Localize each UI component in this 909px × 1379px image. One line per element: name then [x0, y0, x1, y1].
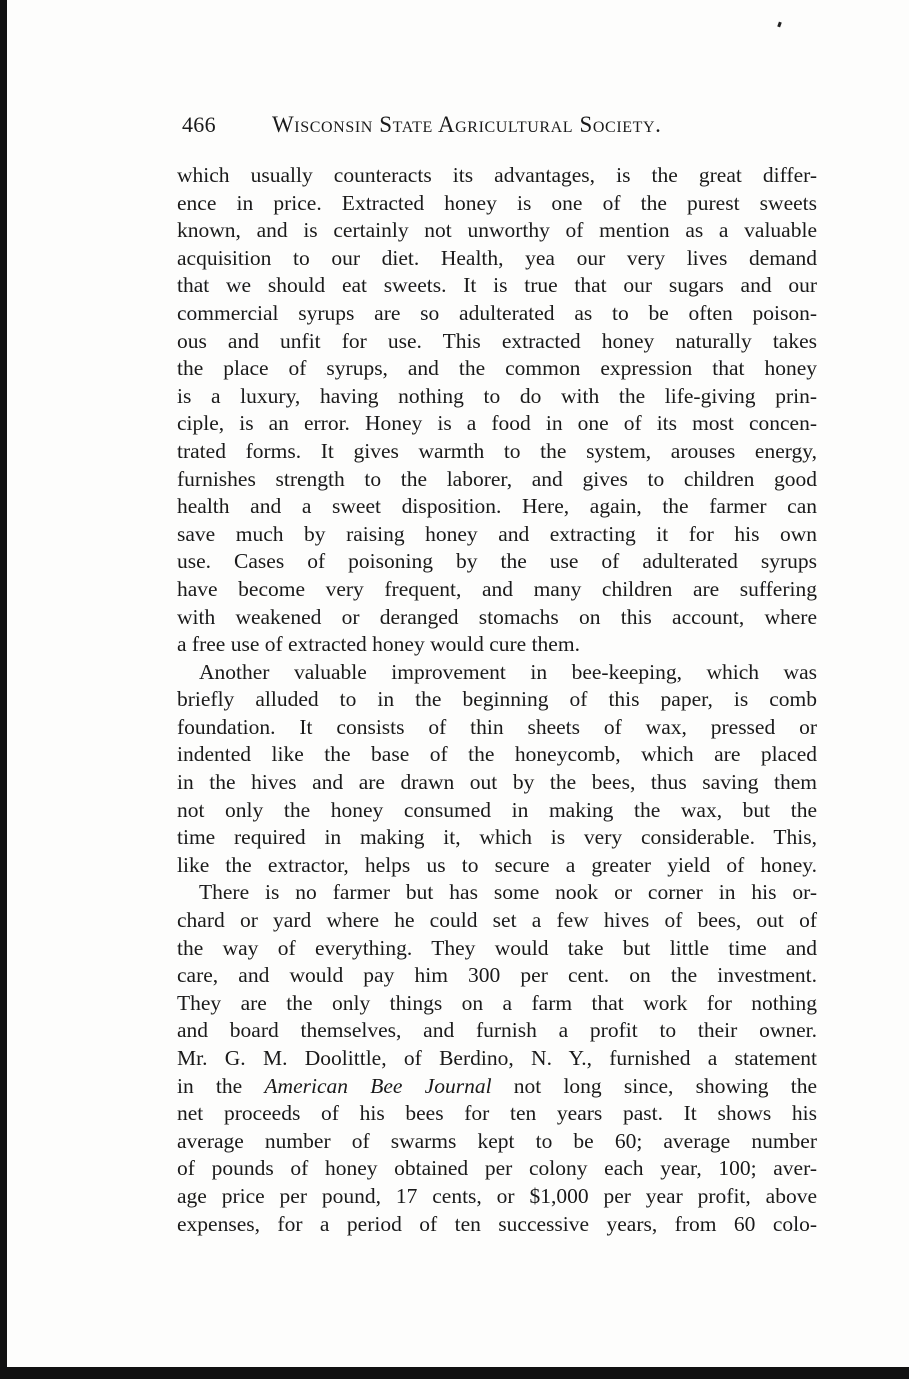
paragraph-2 [177, 659, 817, 880]
page-number: 466 [182, 112, 216, 137]
journal-title: American Bee Journal [264, 1073, 492, 1098]
text-line: save much by raising honey and extracting it for his own [177, 521, 817, 546]
text-line: and board themselves, and furnish a profit to their owner. [177, 1018, 817, 1043]
text-line: time required in making it, which is very considerable. This, [177, 825, 817, 850]
text-line: commercial syrups are so adulterated as to be often poison- [177, 300, 817, 325]
paragraph-3 [177, 879, 817, 1238]
text-line: the way of everything. They would take but little time and [177, 935, 817, 960]
text-run: in the [177, 1073, 265, 1098]
scan-edge-left [0, 0, 7, 1379]
scan-edge-bottom [0, 1367, 909, 1379]
text-line: in the hives and are drawn out by the bees, thus saving them [177, 770, 817, 795]
text-line: not only the honey consumed in making the wax, but the [177, 797, 817, 822]
text-line: expenses, for a period of ten successive years, from 60 colo- [177, 1211, 817, 1236]
text-line: ous and unfit for use. This extracted honey naturally takes [177, 328, 817, 353]
text-line: health and a sweet disposition. Here, again, the farmer can [177, 494, 817, 519]
text-line: foundation. It consists of thin sheets of wax, pressed or [177, 714, 817, 739]
text-line: acquisition to our diet. Health, yea our very lives demand [177, 245, 817, 270]
text-line: which usually counteracts its advantages, is the great differ- [177, 163, 817, 187]
text-line: Another valuable improvement in bee-keeping, which was [199, 659, 817, 684]
text-line: net proceeds of his bees for ten years past. It shows his [177, 1101, 817, 1126]
text-line: average number of swarms kept to be 60; average number [177, 1128, 817, 1153]
text-line: Mr. G. M. Doolittle, of Berdino, N. Y., furnished a statement [177, 1046, 817, 1070]
text-line: ciple, is an error. Honey is a food in one of its most concen- [177, 411, 817, 436]
text-line: trated forms. It gives warmth to the system, arouses energy, [177, 438, 817, 463]
scan-speck [777, 22, 782, 28]
body-text [177, 162, 817, 1238]
text-line: furnishes strength to the laborer, and gives to children good [177, 466, 817, 491]
text-line: that we should eat sweets. It is true that our sugars and our [177, 273, 817, 298]
text-line: age price per pound, 17 cents, or $1,000 per year profit, above [177, 1183, 817, 1208]
text-line: chard or yard where he could set a few hives of bees, out of [177, 908, 817, 933]
text-line: care, and would pay him 300 per cent. on the investment. [177, 963, 817, 988]
text-line: indented like the base of the honeycomb, which are placed [177, 742, 817, 767]
running-title: Wisconsin State Agricultural Society. [272, 112, 662, 137]
text-line: briefly alluded to in the beginning of this paper, is comb [177, 687, 817, 712]
text-line: the place of syrups, and the common expression that honey [177, 356, 817, 381]
text-line: a free use of extracted honey would cure them. [177, 632, 580, 657]
text-line: use. Cases of poisoning by the use of adulterated syrups [177, 549, 817, 574]
text-line: like the extractor, helps us to secure a greater yield of honey. [177, 852, 817, 877]
text-run: not long since, showing the [491, 1073, 817, 1098]
text-line: with weakened or deranged stomachs on this account, where [177, 604, 817, 629]
text-line: known, and is certainly not unworthy of mention as a valuable [177, 218, 817, 243]
text-line: of pounds of honey obtained per colony each year, 100; aver- [177, 1156, 817, 1181]
text-line: They are the only things on a farm that work for nothing [177, 990, 817, 1015]
text-line: have become very frequent, and many children are suffering [177, 576, 817, 601]
text-line-with-italic [177, 1073, 817, 1101]
text-line: is a luxury, having nothing to do with the life-giving prin- [177, 383, 817, 408]
text-line: ence in price. Extracted honey is one of the purest sweets [177, 190, 817, 215]
text-line: There is no farmer but has some nook or corner in his or- [199, 880, 817, 905]
paragraph-1 [177, 162, 817, 659]
page-header [182, 112, 822, 146]
